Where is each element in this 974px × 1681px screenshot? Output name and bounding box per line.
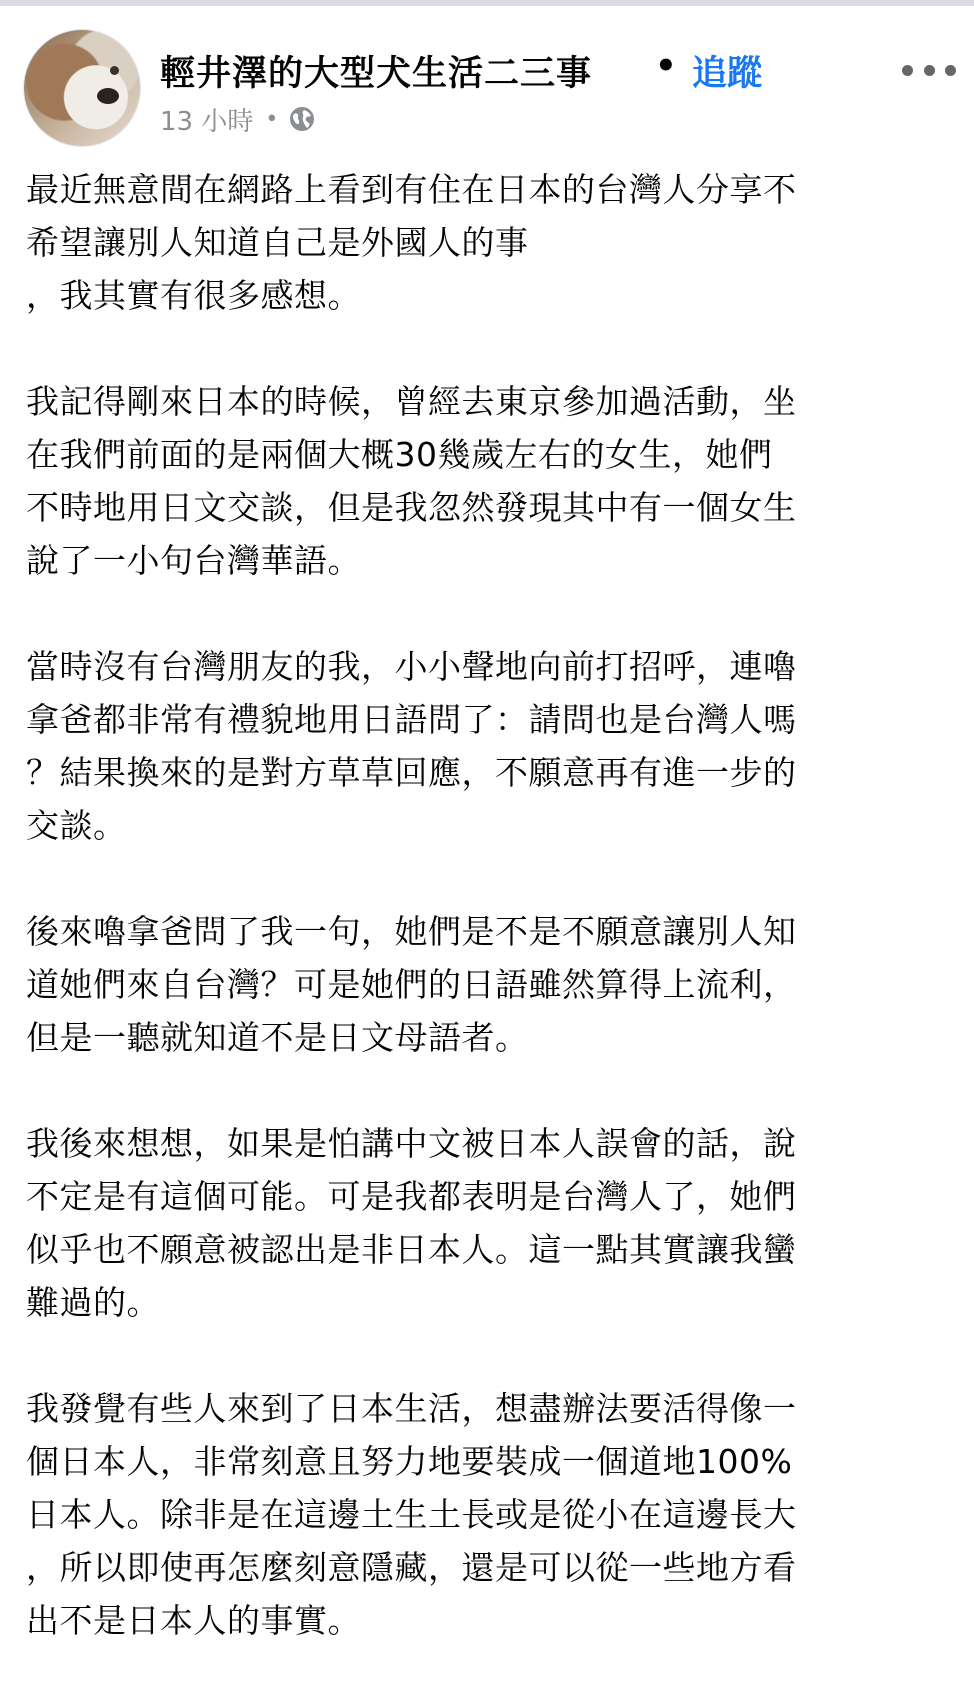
- post-meta: [160, 102, 316, 136]
- post-line: 不定是有這個可能。可是我都表明是台灣人了，她們: [26, 1177, 797, 1216]
- post-line: 最近無意間在網路上看到有住在日本的台灣人分享不: [26, 170, 797, 209]
- post-line: 我發覺有些人來到了日本生活，想盡辦法要活得像一: [26, 1389, 797, 1428]
- paragraph-gap: [26, 852, 956, 905]
- page-avatar[interactable]: [24, 30, 140, 146]
- post-line: 不時地用日文交談，但是我忽然發現其中有一個女生: [26, 488, 797, 527]
- post-line: 我記得剛來日本的時候，曾經去東京參加過活動，坐: [26, 382, 797, 421]
- post-paragraph: [26, 1382, 956, 1647]
- paragraph-gap: [26, 1329, 956, 1382]
- post-line: 交談。: [26, 806, 127, 845]
- post-line: ？結果換來的是對方草草回應，不願意再有進一步的: [26, 753, 797, 792]
- post-paragraph: [26, 375, 956, 587]
- post-line: 當時沒有台灣朋友的我，小小聲地向前打招呼，連嚕: [26, 647, 797, 686]
- post-header: [0, 6, 974, 146]
- post-line: 我後來想想，如果是怕講中文被日本人誤會的話，說: [26, 1124, 797, 1163]
- post-line: 拿爸都非常有禮貌地用日語問了：請問也是台灣人嗎: [26, 700, 797, 739]
- post-paragraph: [26, 640, 956, 852]
- post-line: 但是一聽就知道不是日文母語者。: [26, 1018, 529, 1057]
- post-line: ，所以即使再怎麼刻意隱藏，還是可以從一些地方看: [26, 1548, 797, 1587]
- post-paragraph: [26, 905, 956, 1064]
- post-line: 後來嚕拿爸問了我一句，她們是不是不願意讓別人知: [26, 912, 797, 951]
- post-line: 日本人。除非是在這邊土生土長或是從小在這邊長大: [26, 1495, 797, 1534]
- post-paragraph: [26, 163, 956, 322]
- more-options-button[interactable]: [902, 58, 956, 82]
- meta-separator: •: [265, 106, 279, 132]
- follow-button[interactable]: 追蹤: [692, 54, 763, 94]
- post-line: ，我其實有很多感想。: [26, 276, 361, 315]
- post-line: 難過的。: [26, 1283, 160, 1322]
- post-paragraph: [26, 1117, 956, 1329]
- more-horizontal-icon: [902, 65, 913, 76]
- paragraph-gap: [26, 1064, 956, 1117]
- post-body: [26, 163, 956, 1663]
- post-line: 在我們前面的是兩個大概30幾歲左右的女生，她們: [26, 435, 773, 474]
- post-line: 個日本人，非常刻意且努力地要裝成一個道地100%: [26, 1442, 793, 1481]
- post-line: 希望讓別人知道自己是外國人的事: [26, 223, 529, 262]
- more-horizontal-icon-dot: [945, 65, 956, 76]
- header-separator: •: [655, 46, 677, 86]
- page-name[interactable]: 輕井澤的大型犬生活二三事: [160, 54, 593, 94]
- avatar-dog-nose: [97, 88, 119, 104]
- paragraph-gap: [26, 322, 956, 375]
- post-timestamp[interactable]: 13 小時: [160, 106, 254, 137]
- post-line: 出不是日本人的事實。: [26, 1601, 361, 1640]
- paragraph-gap: [26, 587, 956, 640]
- more-horizontal-icon-dot: [924, 65, 935, 76]
- post-line: 說了一小句台灣華語。: [26, 541, 361, 580]
- post-line: 似乎也不願意被認出是非日本人。這一點其實讓我蠻: [26, 1230, 797, 1269]
- post-line: 道她們來自台灣？可是她們的日語雖然算得上流利，: [26, 965, 797, 1004]
- globe-icon[interactable]: [288, 105, 316, 133]
- avatar-dog-eye: [110, 66, 119, 75]
